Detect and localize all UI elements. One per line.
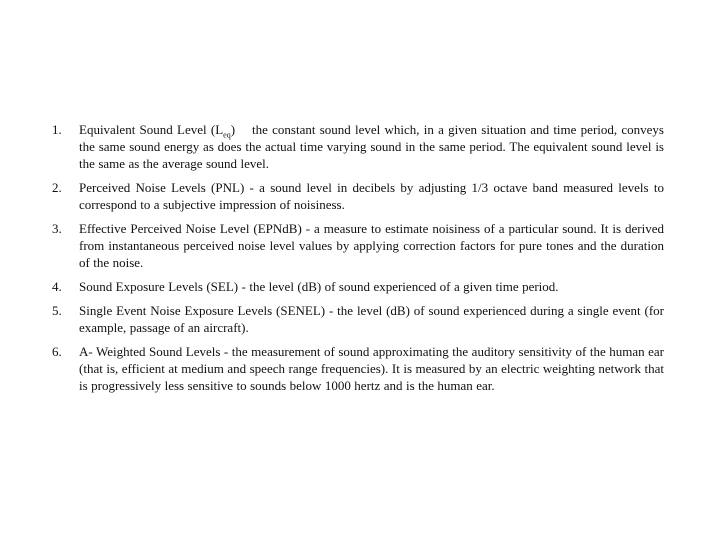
item-number: 3. [52, 221, 62, 236]
item-text: Effective Perceived Noise Level (EPNdB) - a measure to estimate noisiness of a particular sound. It is derived from instantaneous perceived noise level values by applying correction factors for pure tones and the duration of the noise. [79, 221, 664, 270]
list-item [52, 302, 664, 336]
item-number: 1. [52, 122, 62, 137]
term: Equivalent Sound Level (L [79, 122, 224, 137]
item-text [79, 121, 664, 172]
item-number: 6. [52, 344, 62, 359]
list-item [52, 343, 664, 394]
list-item [52, 220, 664, 271]
list-item [52, 121, 664, 172]
term-close: ) [230, 122, 236, 137]
item-number: 2. [52, 180, 62, 195]
item-text: A- Weighted Sound Levels - the measurement of sound approximating the auditory sensitivity of the human ear (that is, efficient at medium and speech range frequencies). It is measured by an electric weighting network that is progressively less sensitive to sounds below 1000 hertz and is the human ear. [79, 344, 664, 393]
list-item [52, 179, 664, 213]
item-number: 4. [52, 279, 62, 294]
item-text: Sound Exposure Levels (SEL) - the level (dB) of sound experienced of a given time period. [79, 279, 559, 294]
item-text: Single Event Noise Exposure Levels (SENEL) - the level (dB) of sound experienced during a single event (for example, passage of an aircraft). [79, 303, 664, 335]
definitions-list [52, 121, 664, 401]
term-subscript: eq [223, 130, 231, 140]
item-text: Perceived Noise Levels (PNL) - a sound level in decibels by adjusting 1/3 octave band measured levels to correspond to a subjective impression of noisiness. [79, 180, 664, 212]
item-number: 5. [52, 303, 62, 318]
definition: the constant sound level which, in a given situation and time period, conveys the same sound energy as does the actual time varying sound in the same period. The equivalent sound level is the same as the average sound level. [79, 122, 664, 171]
list-item [52, 278, 664, 295]
